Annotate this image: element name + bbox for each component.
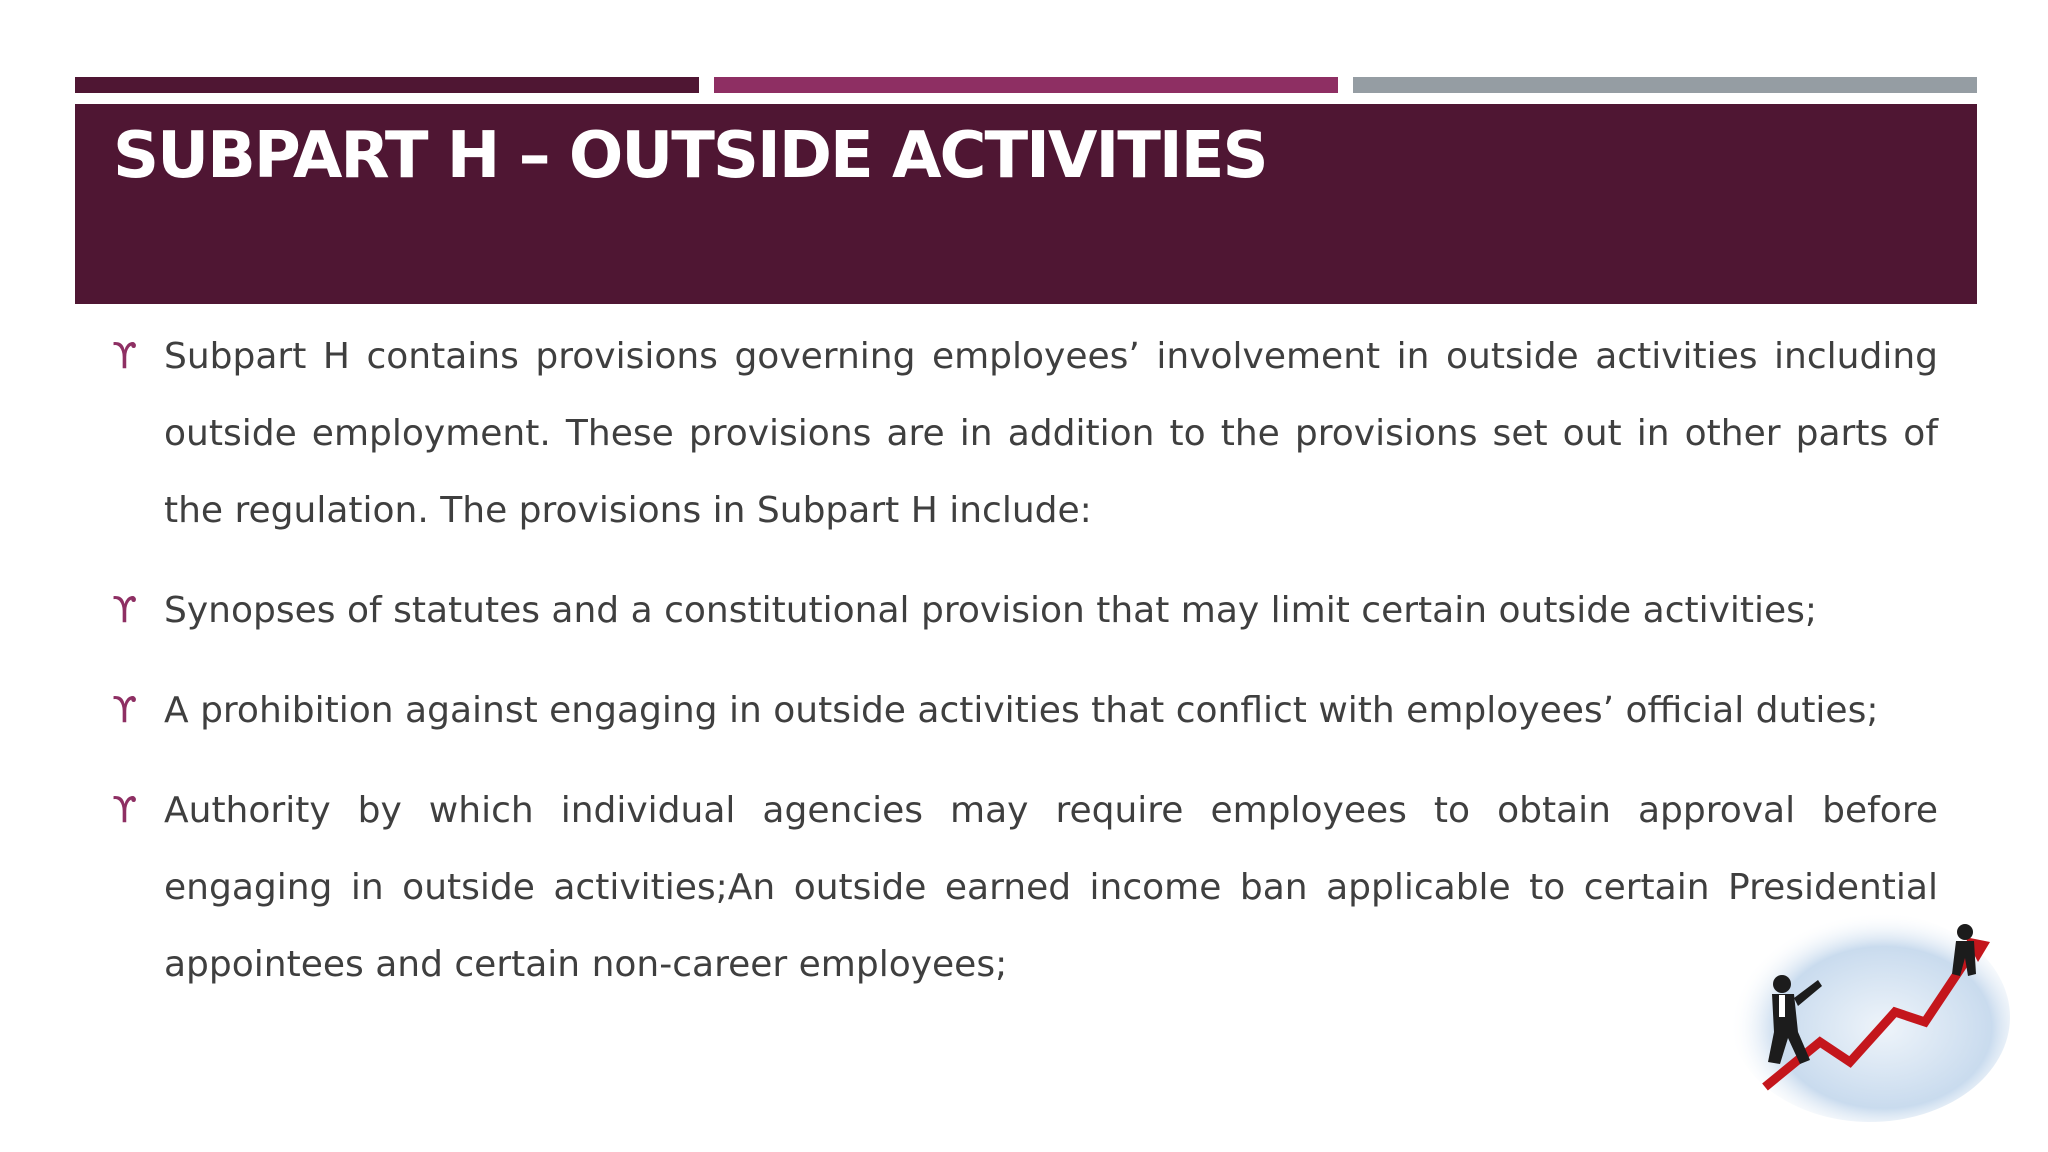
bullet-marker: ϒ [112,590,138,631]
bullet-marker: ϒ [112,336,138,377]
bullet-list [112,318,1938,1026]
accent-bar-dark [75,77,699,93]
list-item [112,318,1938,549]
slide-title: SUBPART H – OUTSIDE ACTIVITIES [113,119,1267,193]
bullet-text: Synopses of statutes and a constitutional provision that may limit certain outside activities; [164,590,1818,631]
bullet-marker: ϒ [112,790,138,831]
accent-bar-gray [1353,77,1977,93]
bullet-marker: ϒ [112,690,138,731]
title-band [75,104,1977,304]
bullet-text: Authority by which individual agencies may require employees to obtain approval before engaging in outside activities;An outside earned income ban applicable to certain Presidential appointees and certain non-career employees; [164,790,1938,985]
accent-bar-magenta [714,77,1338,93]
bullet-text: A prohibition against engaging in outside activities that conflict with employees’ official duties; [164,690,1879,731]
list-item [112,772,1938,1003]
list-item [112,572,1938,649]
list-item [112,672,1938,749]
bullet-text: Subpart H contains provisions governing employees’ involvement in outside activities including outside employment. These provisions are in addition to the provisions set out in other parts of the regulation. The provisions in Subpart H include: [164,336,1938,531]
businessmen-climbing-growth-chart-icon [1710,892,2010,1122]
